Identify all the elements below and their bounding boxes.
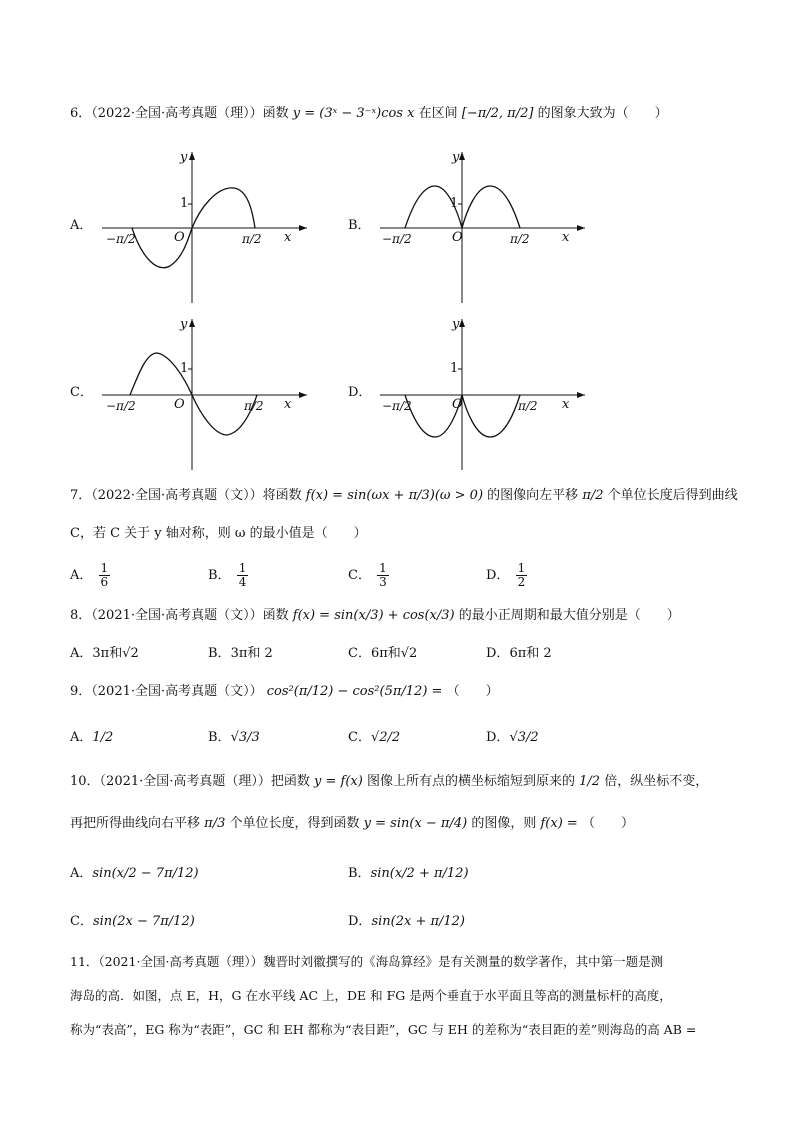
q9-option-d bbox=[486, 728, 539, 748]
q10-text-d: 再把所得曲线向右平移 bbox=[70, 816, 201, 831]
q9-option-a-label: A． bbox=[70, 730, 93, 745]
q10-function: y = f(x) bbox=[314, 774, 363, 789]
q10-text-e: 个单位长度，得到函数 bbox=[229, 816, 360, 831]
q7-stem-line2: C，若 C 关于 y 轴对称，则 ω 的最小值是（ ） bbox=[70, 526, 367, 541]
q6-interval: [−π/2, π/2] bbox=[461, 106, 534, 121]
q7-option-a-label: A． bbox=[70, 568, 93, 583]
graph-a-label: A． bbox=[70, 218, 93, 233]
q9-option-c bbox=[348, 728, 400, 748]
q6-stem-mid: 在区间 bbox=[418, 106, 458, 121]
graph-b-left-tick: −π/2 bbox=[382, 232, 412, 246]
graph-a-x-label: x bbox=[284, 230, 292, 245]
graph-b bbox=[348, 148, 588, 308]
q7-function: f(x) = sin(ωx + π/3)(ω > 0) bbox=[305, 488, 484, 503]
graph-a-right-tick: π/2 bbox=[242, 232, 262, 246]
graph-c-left-tick: −π/2 bbox=[106, 399, 136, 413]
q7-option-b-num: 1 bbox=[238, 561, 247, 575]
q7-stem-line1 bbox=[70, 486, 738, 506]
q7-option-b bbox=[208, 562, 250, 589]
q7-option-b-den: 4 bbox=[238, 575, 247, 589]
q9-option-c-text: √2/2 bbox=[370, 730, 401, 745]
q7-option-c-den: 3 bbox=[379, 575, 387, 589]
q7-option-c-label: C． bbox=[348, 568, 371, 583]
q8-stem bbox=[70, 606, 680, 626]
graph-a-one: 1 bbox=[180, 196, 189, 211]
q8-option-b bbox=[208, 644, 273, 664]
q8-option-a-text: 3π和√2 bbox=[92, 646, 139, 661]
q6-stem bbox=[70, 104, 668, 124]
q7-option-a bbox=[70, 562, 112, 589]
q10-text-g: （ ） bbox=[581, 816, 634, 831]
q10-text-c: 倍，纵坐标不变， bbox=[604, 774, 709, 789]
q11-stem-line3: 称为“表高”，EG 称为“表距”，GC 和 EH 都称为“表目距”，GC 与 EH 的差称为“表目距的差”则海岛的高 AB = bbox=[70, 1022, 697, 1037]
q9-text-b: （ ） bbox=[446, 684, 499, 699]
graph-c-y-label: y bbox=[180, 317, 188, 332]
graph-b-label: B． bbox=[348, 218, 371, 233]
q8-option-c-label: C． bbox=[348, 646, 371, 661]
q8-option-a bbox=[70, 644, 139, 664]
graph-d-left-tick: −π/2 bbox=[382, 399, 412, 413]
graph-d-origin: O bbox=[452, 397, 463, 412]
graph-c-label: C． bbox=[70, 385, 93, 400]
q8-option-d bbox=[486, 644, 552, 664]
q7-option-d-den: 2 bbox=[517, 575, 526, 589]
graph-a-left-tick: −π/2 bbox=[106, 232, 136, 246]
q10-option-c-label: C． bbox=[70, 914, 93, 929]
q7-option-c-num: 1 bbox=[379, 561, 387, 575]
q10-option-c bbox=[70, 912, 195, 932]
q6-stem-suffix: 的图象大致为（ ） bbox=[537, 106, 668, 121]
q10-shift: π/3 bbox=[204, 816, 226, 831]
graph-a bbox=[70, 148, 310, 308]
q10-option-d-label: D． bbox=[348, 914, 372, 929]
q8-function: f(x) = sin(x/3) + cos(x/3) bbox=[292, 608, 455, 623]
q7-text-c: 个单位长度后得到曲线 bbox=[607, 488, 738, 503]
q9-option-b-label: B． bbox=[208, 730, 231, 745]
graph-c-origin: O bbox=[174, 397, 185, 412]
graph-d-y-label: y bbox=[452, 317, 460, 332]
q10-option-d-text: sin(2x + π/12) bbox=[371, 914, 466, 929]
q6-stem-prefix: 6．（2022·全国·高考真题（理））函数 bbox=[70, 106, 289, 121]
q9-option-b bbox=[208, 728, 260, 748]
q7-option-d-label: D． bbox=[486, 568, 510, 583]
q10-text-f: 的图像，则 bbox=[471, 816, 537, 831]
graph-d-plot bbox=[370, 315, 590, 475]
q10-option-a bbox=[70, 864, 199, 884]
graph-b-one: 1 bbox=[450, 196, 459, 211]
q8-option-d-text: 6π和 2 bbox=[509, 646, 552, 661]
q9-option-a-text: 1/2 bbox=[92, 730, 114, 745]
q6-function: y = (3ˣ − 3⁻ˣ)cos x bbox=[292, 106, 415, 121]
graph-d-right-tick: π/2 bbox=[518, 399, 538, 413]
q9-option-d-label: D． bbox=[486, 730, 510, 745]
q8-option-c-text: 6π和√2 bbox=[370, 646, 418, 661]
q8-text-a: 8．（2021·全国·高考真题（文））函数 bbox=[70, 608, 289, 623]
q9-option-c-label: C． bbox=[348, 730, 371, 745]
q7-option-a-num: 1 bbox=[100, 561, 109, 575]
graph-c-one: 1 bbox=[180, 361, 189, 376]
q10-target-function: y = sin(x − π/4) bbox=[363, 816, 468, 831]
q10-fx: f(x) = bbox=[540, 816, 578, 831]
q10-stem-line1 bbox=[70, 772, 708, 792]
q10-half: 1/2 bbox=[579, 774, 601, 789]
q8-option-c bbox=[348, 644, 417, 664]
q8-option-b-text: 3π和 2 bbox=[230, 646, 273, 661]
q7-option-b-label: B． bbox=[208, 568, 231, 583]
graph-d-label: D． bbox=[348, 385, 372, 400]
q10-option-d bbox=[348, 912, 465, 932]
graph-b-y-label: y bbox=[452, 150, 460, 165]
q9-stem bbox=[70, 682, 499, 702]
graph-c-plot bbox=[92, 315, 312, 475]
graph-c-right-tick: π/2 bbox=[244, 399, 264, 413]
q8-text-b: 的最小正周期和最大值分别是（ ） bbox=[458, 608, 680, 623]
q10-option-a-label: A． bbox=[70, 866, 93, 881]
q10-option-b bbox=[348, 864, 469, 884]
q7-option-d bbox=[486, 562, 529, 589]
q9-text-a: 9．（2021·全国·高考真题（文）） bbox=[70, 684, 263, 699]
q11-stem-line2: 海岛的高．如图，点 E，H，G 在水平线 AC 上，DE 和 FG 是两个垂直于水平面且等高的测量标杆的高度， bbox=[70, 988, 672, 1003]
q7-option-d-num: 1 bbox=[517, 561, 526, 575]
q7-shift: π/2 bbox=[582, 488, 604, 503]
q8-option-a-label: A． bbox=[70, 646, 93, 661]
q10-option-a-text: sin(x/2 − 7π/12) bbox=[92, 866, 199, 881]
q8-option-d-label: D． bbox=[486, 646, 510, 661]
q10-text-a: 10．（2021·全国·高考真题（理））把函数 bbox=[70, 774, 310, 789]
q9-option-b-text: √3/3 bbox=[230, 730, 260, 745]
q7-text-a: 7．（2022·全国·高考真题（文））将函数 bbox=[70, 488, 302, 503]
q7-option-a-den: 6 bbox=[100, 575, 109, 589]
q9-option-d-text: √3/2 bbox=[509, 730, 539, 745]
q8-option-b-label: B． bbox=[208, 646, 231, 661]
q10-stem-line2 bbox=[70, 814, 634, 834]
q10-option-c-text: sin(2x − 7π/12) bbox=[92, 914, 195, 929]
graph-b-plot bbox=[370, 148, 590, 308]
graph-c-x-label: x bbox=[284, 397, 292, 412]
q9-expression: cos²(π/12) − cos²(5π/12) = bbox=[266, 684, 443, 699]
q10-option-b-label: B． bbox=[348, 866, 371, 881]
graph-a-y-label: y bbox=[180, 150, 188, 165]
q7-option-c bbox=[348, 562, 391, 589]
q10-text-b: 图像上所有点的横坐标缩短到原来的 bbox=[366, 774, 575, 789]
graph-d-one: 1 bbox=[450, 361, 459, 376]
q10-option-b-text: sin(x/2 + π/12) bbox=[370, 866, 469, 881]
graph-d bbox=[348, 315, 588, 475]
graph-b-origin: O bbox=[452, 230, 463, 245]
graph-a-plot bbox=[92, 148, 312, 308]
q11-stem-line1: 11．（2021·全国·高考真题（理））魏晋时刘徽撰写的《海岛算经》是有关测量的数学著作，其中第一题是测 bbox=[70, 954, 664, 969]
graph-d-x-label: x bbox=[562, 397, 570, 412]
q7-text-b: 的图像向左平移 bbox=[487, 488, 579, 503]
graph-c bbox=[70, 315, 310, 475]
graph-a-origin: O bbox=[174, 230, 185, 245]
graph-b-right-tick: π/2 bbox=[510, 232, 530, 246]
graph-b-x-label: x bbox=[562, 230, 570, 245]
q9-option-a bbox=[70, 728, 113, 748]
